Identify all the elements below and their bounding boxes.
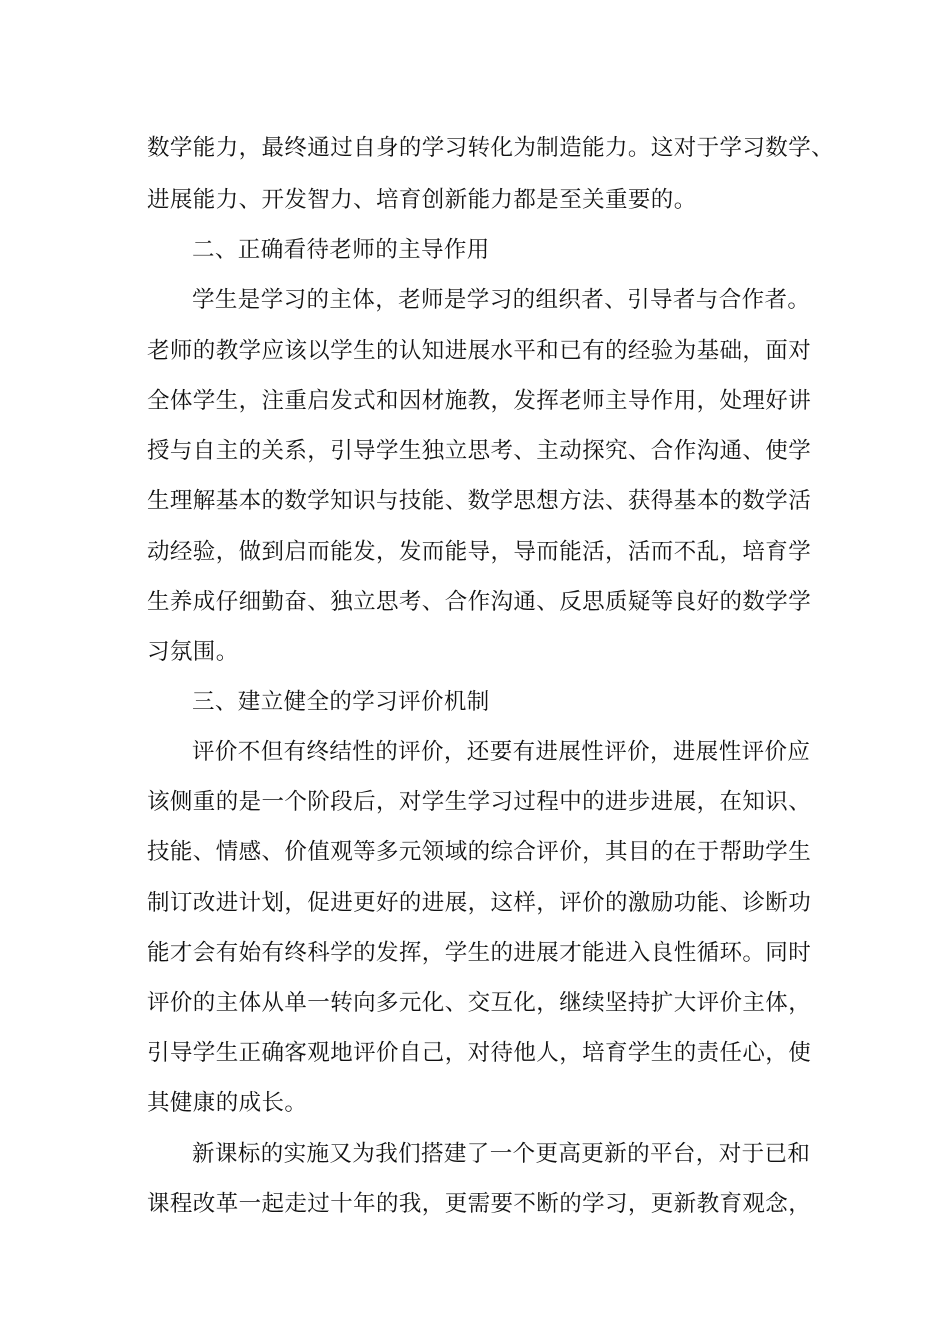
body-text-line: 学生是学习的主体，老师是学习的组织者、引导者与合作者。 [192, 287, 811, 313]
body-text-line: 制订改进计划，促进更好的进展，这样，评价的激励功能、诊断功 [147, 890, 812, 916]
body-text-line: 评价不但有终结性的评价，还要有进展性评价，进展性评价应 [192, 739, 811, 765]
body-text-line: 进展能力、开发智力、培育创新能力都是至关重要的。 [147, 187, 697, 213]
body-text-line: 课程改革一起走过十年的我，更需要不断的学习，更新教育观念， [147, 1191, 812, 1217]
section-heading: 二、正确看待老师的主导作用 [192, 237, 490, 263]
body-text-line: 动经验，做到启而能发，发而能导，导而能活，活而不乱，培育学 [147, 539, 812, 565]
body-text-line: 数学能力，最终通过自身的学习转化为制造能力。这对于学习数学、 [147, 135, 835, 161]
body-text-line: 技能、情感、价值观等多元领域的综合评价，其目的在于帮助学生 [147, 839, 812, 865]
body-text-line: 评价的主体从单一转向多元化、交互化，继续坚持扩大评价主体， [147, 990, 812, 1016]
body-text-line: 引导学生正确客观地评价自己，对待他人，培育学生的责任心，使 [147, 1040, 812, 1066]
body-text-line: 习氛围。 [147, 639, 239, 665]
body-text-line: 全体学生，注重启发式和因材施教，发挥老师主导作用，处理好讲 [147, 388, 812, 414]
body-text-line: 能才会有始有终科学的发挥，学生的进展才能进入良性循环。同时 [147, 940, 812, 966]
body-text-line: 该侧重的是一个阶段后，对学生学习过程中的进步进展，在知识、 [147, 789, 812, 815]
body-text-line: 生养成仔细勤奋、独立思考、合作沟通、反思质疑等良好的数学学 [147, 589, 812, 615]
body-text-line: 授与自主的关系，引导学生独立思考、主动探究、合作沟通、使学 [147, 438, 812, 464]
body-text-line: 生理解基本的数学知识与技能、数学思想方法、获得基本的数学活 [147, 488, 812, 514]
section-heading: 三、建立健全的学习评价机制 [192, 689, 490, 715]
body-text-line: 老师的教学应该以学生的认知进展水平和已有的经验为基础，面对 [147, 338, 812, 364]
body-text-line: 其健康的成长。 [147, 1090, 308, 1116]
body-text-line: 新课标的实施又为我们搭建了一个更高更新的平台，对于已和 [192, 1141, 811, 1167]
